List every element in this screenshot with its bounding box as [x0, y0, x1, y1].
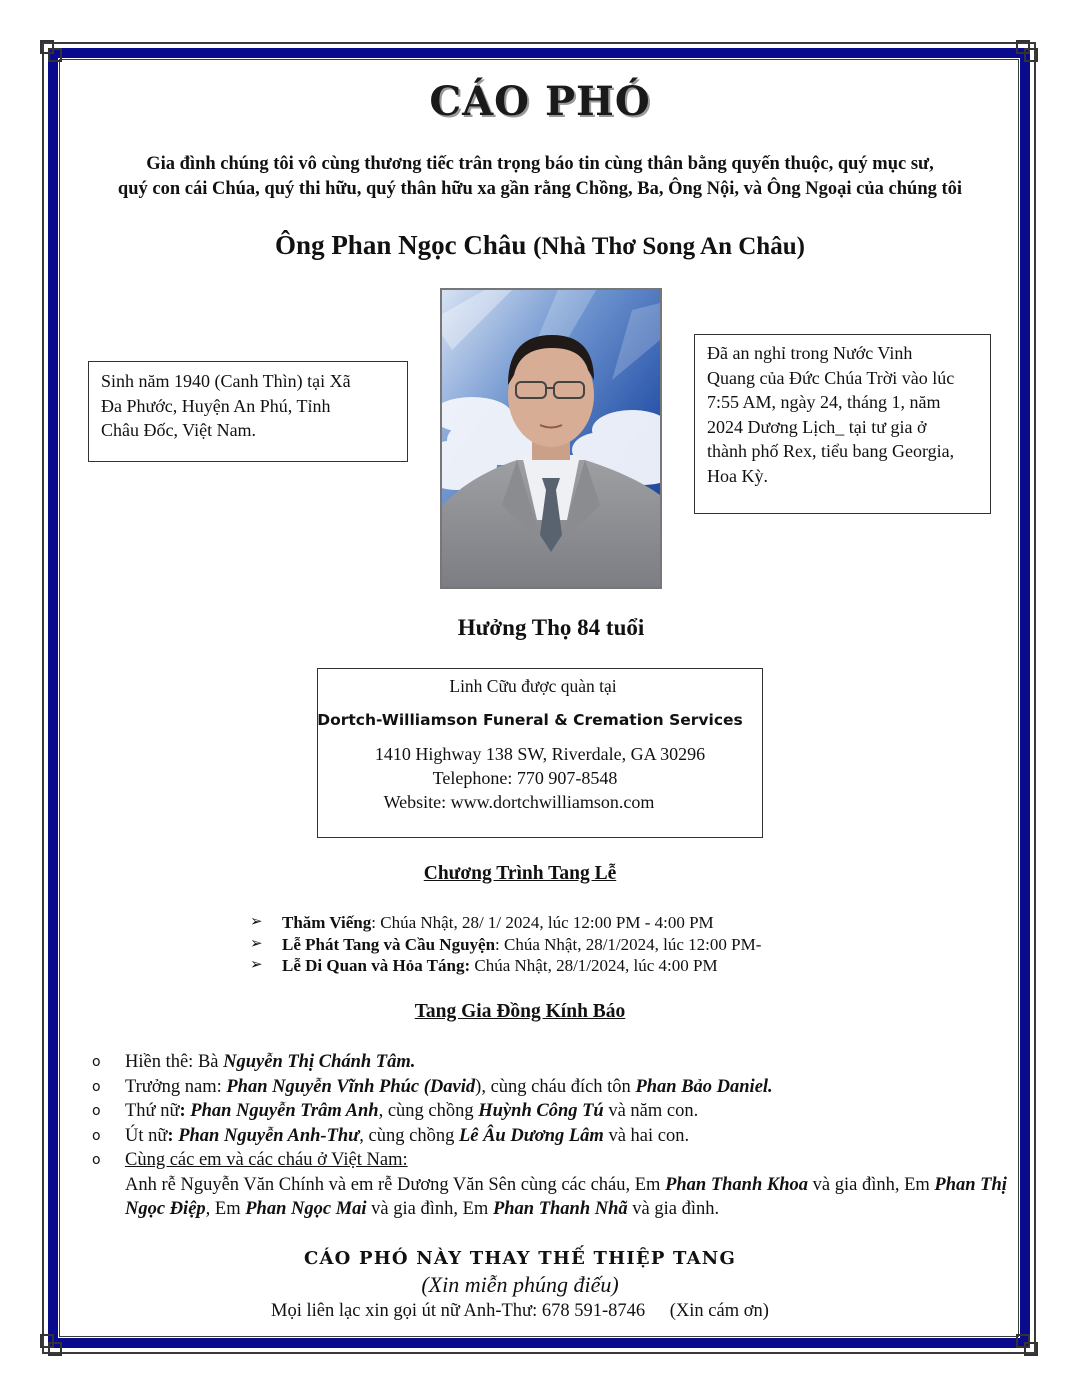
text-fragment: , cùng chồng [378, 1101, 479, 1121]
relation-label: Hiền thê: Bà [125, 1052, 224, 1072]
program-item-detail: Chúa Nhật, 28/1/2024, lúc 4:00 PM [474, 956, 718, 975]
family-item-wife [92, 1050, 1022, 1075]
thank-you: (Xin cám ơn) [669, 1301, 769, 1321]
program-item-detail: Chúa Nhật, 28/ 1/ 2024, lúc 12:00 PM - 4:00 PM [380, 913, 714, 932]
arrow-bullet-icon: ➢ [250, 914, 263, 930]
program-item-label: Thăm Viếng [282, 913, 372, 932]
relation-label: Trưởng nam: [125, 1076, 227, 1097]
family-heading: Tang Gia Đồng Kính Báo [414, 1001, 626, 1022]
program-item-label: Lễ Phát Tang và Cầu Nguyện [282, 934, 496, 954]
family-member-name: Phan Nguyễn Anh-Thư [178, 1125, 360, 1146]
text-fragment: và gia đình, Em [808, 1174, 935, 1195]
program-list [250, 912, 761, 977]
family-member-name: Lê Âu Dương Lâm [458, 1125, 604, 1146]
family-member-name: Phan Ngọc Mai [245, 1199, 367, 1219]
program-heading: Chương Trình Tang Lễ [423, 863, 617, 884]
funeral-home-contact [318, 742, 762, 814]
program-item [250, 934, 761, 956]
deceased-name [0, 230, 1080, 261]
arrow-bullet-icon: ➢ [250, 957, 263, 973]
program-item-detail: Chúa Nhật, 28/1/2024, lúc 12:00 PM- [504, 934, 762, 954]
circle-bullet-icon: o [92, 1103, 101, 1119]
circle-bullet-icon: o [92, 1078, 101, 1095]
text-fragment: và gia đình. [627, 1199, 720, 1219]
intro-line-2: quý con cái Chúa, quý thi hữu, quý thân hữu xa gần rằng Chồng, Ba, Ông Nội, và Ông Ngoại của chúng tôi [117, 179, 963, 199]
circle-bullet-icon: o [92, 1054, 101, 1070]
death-line-4: 2024 Dương Lịch_ tại tư gia ở [707, 416, 927, 437]
death-line-5: thành phố Rex, tiểu bang Georgia, [707, 441, 955, 461]
text-fragment: và gia đình, Em [366, 1199, 493, 1219]
text-fragment: Anh rễ Nguyễn Văn Chính và em rễ Dương Văn Sên cùng các cháu, Em [125, 1174, 666, 1195]
death-info-box [694, 334, 991, 514]
age-at-death: Hưởng Thọ 84 tuổi [457, 615, 645, 640]
arrow-bullet-icon: ➢ [250, 935, 263, 952]
corner-ornament-top-right [1016, 40, 1038, 62]
death-line-6: Hoa Kỳ. [707, 465, 768, 486]
intro-line-1: Gia đình chúng tôi vô cùng thương tiếc trân trọng báo tin cùng thân bằng quyến thuộc, quý mục sư, [146, 154, 934, 174]
deceased-full-name: Ông Phan Ngọc Châu [275, 230, 527, 260]
text-fragment: , Em [205, 1199, 246, 1219]
birth-line-3: Châu Đốc, Việt Nam. [101, 420, 257, 440]
program-item [250, 912, 761, 934]
corner-ornament-bottom-right [1016, 1334, 1038, 1356]
funeral-home-website: Website: www.dortchwilliamson.com [383, 792, 655, 812]
family-member-name: Nguyễn Thị Chánh Tâm. [223, 1052, 416, 1072]
circle-bullet-icon: o [92, 1127, 101, 1144]
relation-label: Út nữ [125, 1125, 168, 1146]
text-fragment: , cùng chồng [359, 1125, 459, 1146]
contact-phone: Mọi liên lạc xin gọi út nữ Anh-Thư: 678 591-8746 [271, 1301, 646, 1321]
family-member-name: Phan Nguyễn Trâm Anh [190, 1101, 379, 1121]
funeral-home-telephone: Telephone: 770 907-8548 [432, 768, 618, 788]
corner-ornament-top-left [40, 40, 62, 62]
notice-replaces-card: CÁO PHÓ NÀY THAY THẾ THIỆP TANG [303, 1248, 737, 1269]
family-item-eldest-son [92, 1075, 1022, 1100]
text-fragment: ) [475, 1076, 482, 1097]
funeral-home-name: Dortch-Williamson Funeral & Cremation Services [317, 711, 743, 729]
funeral-home-address: 1410 Highway 138 SW, Riverdale, GA 30296 [374, 744, 706, 764]
contact-line [0, 1301, 1040, 1322]
birth-line-1: Sinh năm 1940 (Canh Thìn) tại Xã [101, 371, 351, 391]
family-list [92, 1050, 1022, 1222]
portrait-photo [440, 288, 662, 589]
death-line-1: Đã an nghỉ trong Nước Vinh [707, 343, 913, 363]
family-item-vietnam [92, 1148, 1022, 1222]
circle-bullet-icon: o [92, 1152, 101, 1168]
relation-label: Cùng các em và các cháu ở Việt Nam: [125, 1150, 408, 1170]
family-member-name: Phan Nguyễn Vĩnh Phúc (David [226, 1076, 476, 1097]
text-fragment: : [179, 1101, 191, 1121]
death-line-2: Quang của Đức Chúa Trời vào lúc [707, 367, 955, 388]
family-member-name: Phan Thanh Nhã [492, 1199, 628, 1219]
text-fragment: : [167, 1125, 179, 1146]
family-member-name: Phan Bảo Daniel. [635, 1076, 773, 1097]
text-fragment: và hai con. [603, 1125, 690, 1146]
family-item-second-daughter [92, 1099, 1022, 1124]
program-item-separator: : [495, 934, 505, 954]
funeral-home-label: Linh Cữu được quàn tại [449, 676, 617, 696]
text-fragment: , cùng cháu đích tôn [481, 1076, 636, 1097]
portrait-illustration [442, 290, 660, 587]
funeral-home-box [317, 668, 763, 838]
relation-label: Thứ nữ [125, 1101, 180, 1121]
no-condolence-gifts-request: (Xin miễn phúng điếu) [421, 1272, 619, 1297]
program-item-label: Lễ Di Quan và Hỏa Táng: [282, 956, 471, 975]
death-line-3: 7:55 AM, ngày 24, tháng 1, năm [707, 392, 941, 412]
intro-paragraph [70, 152, 1010, 202]
program-item-separator: : [371, 913, 381, 932]
family-member-name: Huỳnh Công Tú [478, 1101, 604, 1121]
text-fragment: và năm con. [603, 1101, 699, 1121]
birth-line-2: Đa Phước, Huyện An Phú, Tỉnh [101, 395, 331, 416]
program-item [250, 955, 761, 977]
page-title: CÁO PHÓ [429, 78, 651, 125]
family-member-name: Phan Thị Ngọc Điệp [125, 1174, 1007, 1219]
family-member-name: Phan Thanh Khoa [665, 1174, 809, 1195]
deceased-pen-name: (Nhà Thơ Song An Châu) [533, 233, 805, 260]
corner-ornament-bottom-left [40, 1334, 62, 1356]
family-item-youngest-daughter [92, 1124, 1022, 1149]
birth-info-box [88, 361, 408, 462]
